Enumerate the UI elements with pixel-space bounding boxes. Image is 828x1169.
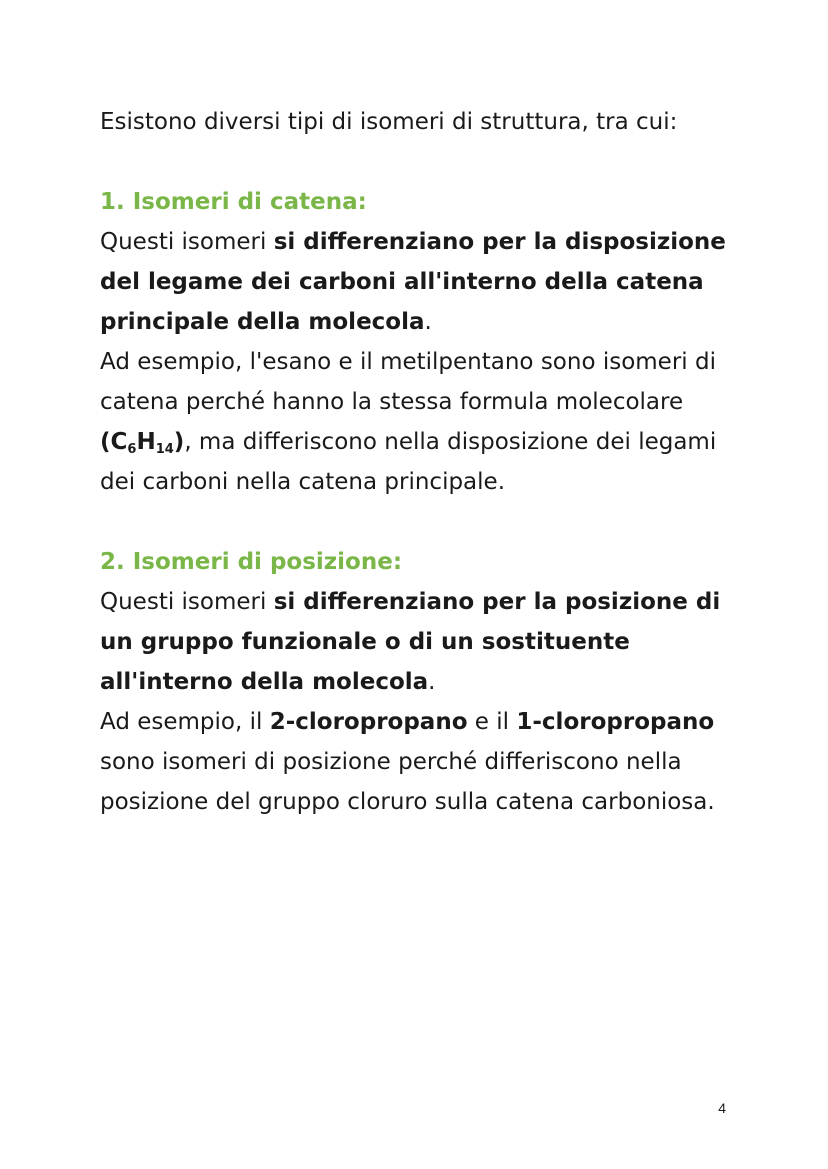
formula-open: (: [100, 429, 111, 455]
formula-hydrogen: H: [136, 429, 156, 455]
text-span: e il: [467, 709, 517, 735]
text-span: Ad esempio, il: [100, 709, 270, 735]
section-heading: 1. Isomeri di catena:: [100, 189, 367, 215]
text-span: Ad esempio, l'esano e il metilpentano sono isomeri di catena perché hanno la stessa formula molecolare: [100, 349, 716, 415]
text-span: Questi isomeri: [100, 589, 274, 615]
section-heading: 2. Isomeri di posizione:: [100, 549, 403, 575]
text-span: , ma differiscono nella disposizione dei legami dei carboni nella catena principale.: [100, 429, 717, 495]
definition-paragraph: [100, 222, 740, 342]
bold-text: 2-cloropropano: [269, 709, 468, 735]
text-span: Questi isomeri: [100, 229, 274, 255]
formula-carbon: C: [110, 429, 128, 455]
document-page: [100, 102, 740, 862]
example-paragraph: [100, 342, 740, 502]
bold-text: 1-cloropropano: [516, 709, 715, 735]
page-number: 4: [718, 1100, 726, 1116]
bold-text: si differenziano per la disposizione del legame dei carboni all'interno della catena principale della molecola: [100, 229, 726, 335]
example-paragraph: [100, 702, 740, 822]
formula-carbon-subscript: 6: [127, 442, 137, 457]
definition-paragraph: [100, 582, 740, 702]
intro-text: Esistono diversi tipi di isomeri di struttura, tra cui:: [100, 109, 678, 135]
formula-hydrogen-subscript: 14: [155, 442, 174, 457]
section-chain-isomers: [100, 182, 740, 502]
formula-close: ): [173, 429, 185, 455]
bold-text: si differenziano per la posizione di un gruppo funzionale o di un sostituente all'interno della molecola: [100, 589, 721, 695]
section-position-isomers: [100, 542, 740, 822]
text-span: .: [428, 669, 436, 695]
text-span: sono isomeri di posizione perché differiscono nella posizione del gruppo cloruro sulla catena carboniosa.: [100, 749, 715, 815]
text-span: .: [424, 309, 432, 335]
